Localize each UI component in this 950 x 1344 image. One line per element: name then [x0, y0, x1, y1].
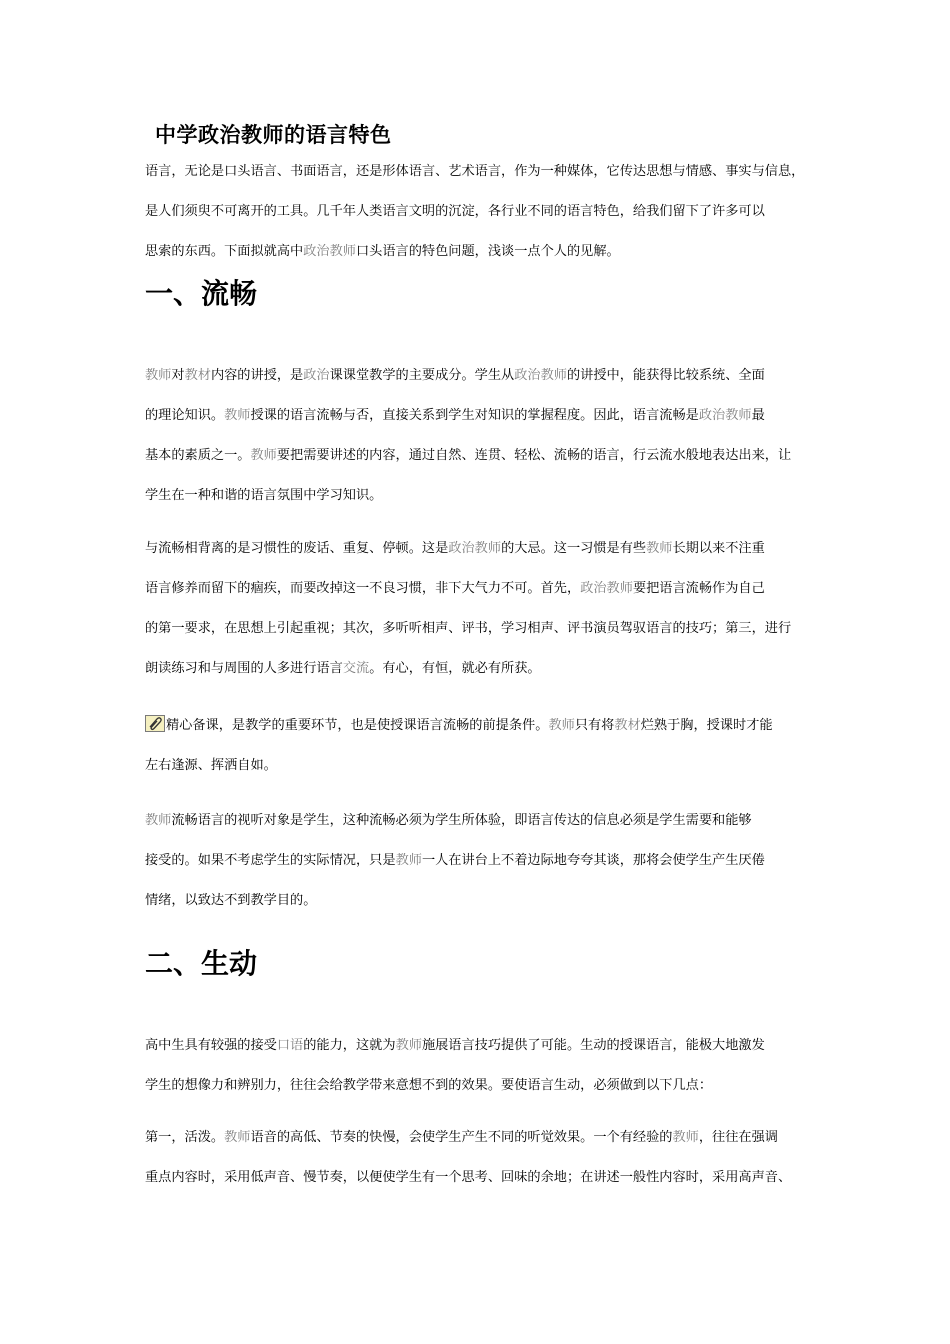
- text-run: 长期以来不注重: [672, 541, 765, 556]
- keyword-link[interactable]: 教师: [224, 408, 251, 423]
- text-run: 语言修养而留下的痼疾，而要改掉这一不良习惯，非下大气力不可。首先，: [145, 581, 581, 596]
- text-run: 情绪，以致达不到教学目的。: [145, 893, 317, 908]
- intro-paragraph: [145, 152, 815, 272]
- keyword-link[interactable]: 政治教师: [698, 408, 752, 423]
- paragraph-line: [145, 1118, 815, 1158]
- text-run: 内容的讲授，是: [210, 368, 304, 383]
- text-run: 语音的高低、节奏的快慢，会使学生产生不同的听觉效果。一个有经验的: [250, 1130, 673, 1145]
- text-run: 思索的东西。下面拟就高中: [145, 244, 304, 259]
- keyword-link[interactable]: 教师: [672, 1130, 699, 1145]
- paragraph-line: [145, 706, 815, 746]
- section-1-paragraph-4: [145, 801, 815, 921]
- text-run: 的讲授中，能获得比较系统、全面: [567, 368, 765, 383]
- text-run: 语言，无论是口头语言、书面语言，还是形体语言、艺术语言，作为一种媒体，它传达思想与情感、事实与信息，: [145, 164, 805, 179]
- paragraph-line: [145, 649, 815, 689]
- text-run: 学生在一种和谐的语言氛围中学习知识。: [145, 488, 383, 503]
- keyword-link[interactable]: 教材: [184, 368, 211, 383]
- text-run: 。有心，有恒，就必有所获。: [369, 661, 541, 676]
- text-run: 重点内容时，采用低声音、慢节奏，以便使学生有一个思考、回味的余地；在讲述一般性内容时，采用高声音、: [145, 1170, 792, 1185]
- text-run: 对: [171, 368, 185, 383]
- text-run: 是人们须臾不可离开的工具。几千年人类语言文明的沉淀，各行业不同的语言特色，给我们留下了许多可以: [145, 204, 765, 219]
- paragraph-line: [145, 1158, 815, 1198]
- text-run: 基本的素质之一。: [145, 448, 251, 463]
- text-run: 朗读练习和与周围的人多进行语言: [145, 661, 343, 676]
- text-run: 一人在讲台上不着边际地夸夸其谈，那将会使学生产生厌倦: [421, 853, 765, 868]
- paragraph-line: [145, 841, 815, 881]
- section-heading-fluency: 一、流畅: [145, 277, 258, 310]
- text-run: 流畅语言的视听对象是学生，这种流畅必须为学生所体验，即语言传达的信息必须是学生需要和能够: [171, 813, 752, 828]
- text-run: 课课堂教学的主要成分。学生从: [329, 368, 515, 383]
- text-run: 学生的想像力和辨别力，往往会给教学带来意想不到的效果。要使语言生动，必须做到以下几点：: [145, 1078, 713, 1093]
- paperclip-icon[interactable]: [145, 715, 165, 732]
- keyword-link[interactable]: 教师: [646, 541, 673, 556]
- section-1-paragraph-2: [145, 529, 815, 689]
- text-run: 左右逢源、挥洒自如。: [145, 758, 277, 773]
- text-run: 接受的。如果不考虑学生的实际情况，只是: [145, 853, 396, 868]
- text-run: 只有将: [574, 718, 615, 733]
- paragraph-line: [145, 801, 815, 841]
- keyword-link[interactable]: 教材: [614, 718, 641, 733]
- text-run: 高中生具有较强的接受: [145, 1038, 277, 1053]
- keyword-link[interactable]: 教师: [395, 1038, 422, 1053]
- text-run: 口头语言的特色问题，浅谈一点个人的见解。: [356, 244, 620, 259]
- text-run: 施展语言技巧提供了可能。生动的授课语言，能极大地激发: [421, 1038, 765, 1053]
- keyword-link[interactable]: 交流: [342, 661, 370, 676]
- keyword-link[interactable]: 教师: [224, 1130, 251, 1145]
- keyword-link[interactable]: 政治: [303, 368, 330, 383]
- keyword-link[interactable]: 教师: [250, 448, 277, 463]
- keyword-link[interactable]: 政治教师: [580, 581, 633, 596]
- keyword-link[interactable]: 教师: [145, 813, 172, 828]
- paragraph-line: [145, 569, 815, 609]
- paragraph-line: [145, 192, 815, 232]
- text-run: 第一，活泼。: [145, 1130, 225, 1145]
- section-2-paragraph-1: [145, 1026, 815, 1106]
- keyword-link[interactable]: 政治教师: [448, 541, 502, 556]
- text-run: 的第一要求，在思想上引起重视；其次，多听听相声、评书，学习相声、评书演员驾驭语言的技巧；第三，进行: [145, 621, 792, 636]
- paragraph-line: [145, 356, 815, 396]
- text-run: 与流畅相背离的是习惯性的废话、重复、停顿。这是: [145, 541, 449, 556]
- paragraph-line: [145, 1066, 815, 1106]
- text-run: ，往往在强调: [698, 1130, 778, 1145]
- text-run: 要把语言流畅作为自己: [632, 581, 765, 596]
- paragraph-line: [145, 609, 815, 649]
- paragraph-line: [145, 881, 815, 921]
- paragraph-line: [145, 152, 815, 192]
- paragraph-line: [145, 396, 815, 436]
- paragraph-line: [145, 232, 815, 272]
- keyword-link[interactable]: 政治教师: [303, 244, 356, 259]
- section-heading-vivid: 二、生动: [145, 947, 258, 980]
- text-run: 的理论知识。: [145, 408, 225, 423]
- keyword-link[interactable]: 教师: [395, 853, 422, 868]
- text-run: 烂熟于胸，授课时才能: [640, 718, 773, 733]
- document-title: 中学政治教师的语言特色: [155, 123, 392, 147]
- keyword-link[interactable]: 教师: [145, 368, 172, 383]
- paragraph-line: [145, 529, 815, 569]
- text-run: 授课的语言流畅与否，直接关系到学生对知识的掌握程度。因此，语言流畅是: [250, 408, 699, 423]
- section-1-paragraph-1: [145, 356, 815, 516]
- text-run: 的能力，这就为: [303, 1038, 396, 1053]
- text-run: 的大忌。这一习惯是有些: [501, 541, 647, 556]
- text-run: 精心备课，是教学的重要环节，也是使授课语言流畅的前提条件。: [166, 718, 549, 733]
- paragraph-line: [145, 1026, 815, 1066]
- keyword-link[interactable]: 政治教师: [514, 368, 567, 383]
- text-run: 要把需要讲述的内容，通过自然、连贯、轻松、流畅的语言，行云流水般地表达出来，让: [276, 448, 792, 463]
- section-2-paragraph-2: [145, 1118, 815, 1198]
- keyword-link[interactable]: 口语: [276, 1038, 304, 1053]
- keyword-link[interactable]: 教师: [548, 718, 575, 733]
- text-run: 最: [751, 408, 765, 423]
- section-1-paragraph-3: [145, 706, 815, 786]
- paragraph-line: [145, 476, 815, 516]
- paragraph-line: [145, 746, 815, 786]
- paragraph-line: [145, 436, 815, 476]
